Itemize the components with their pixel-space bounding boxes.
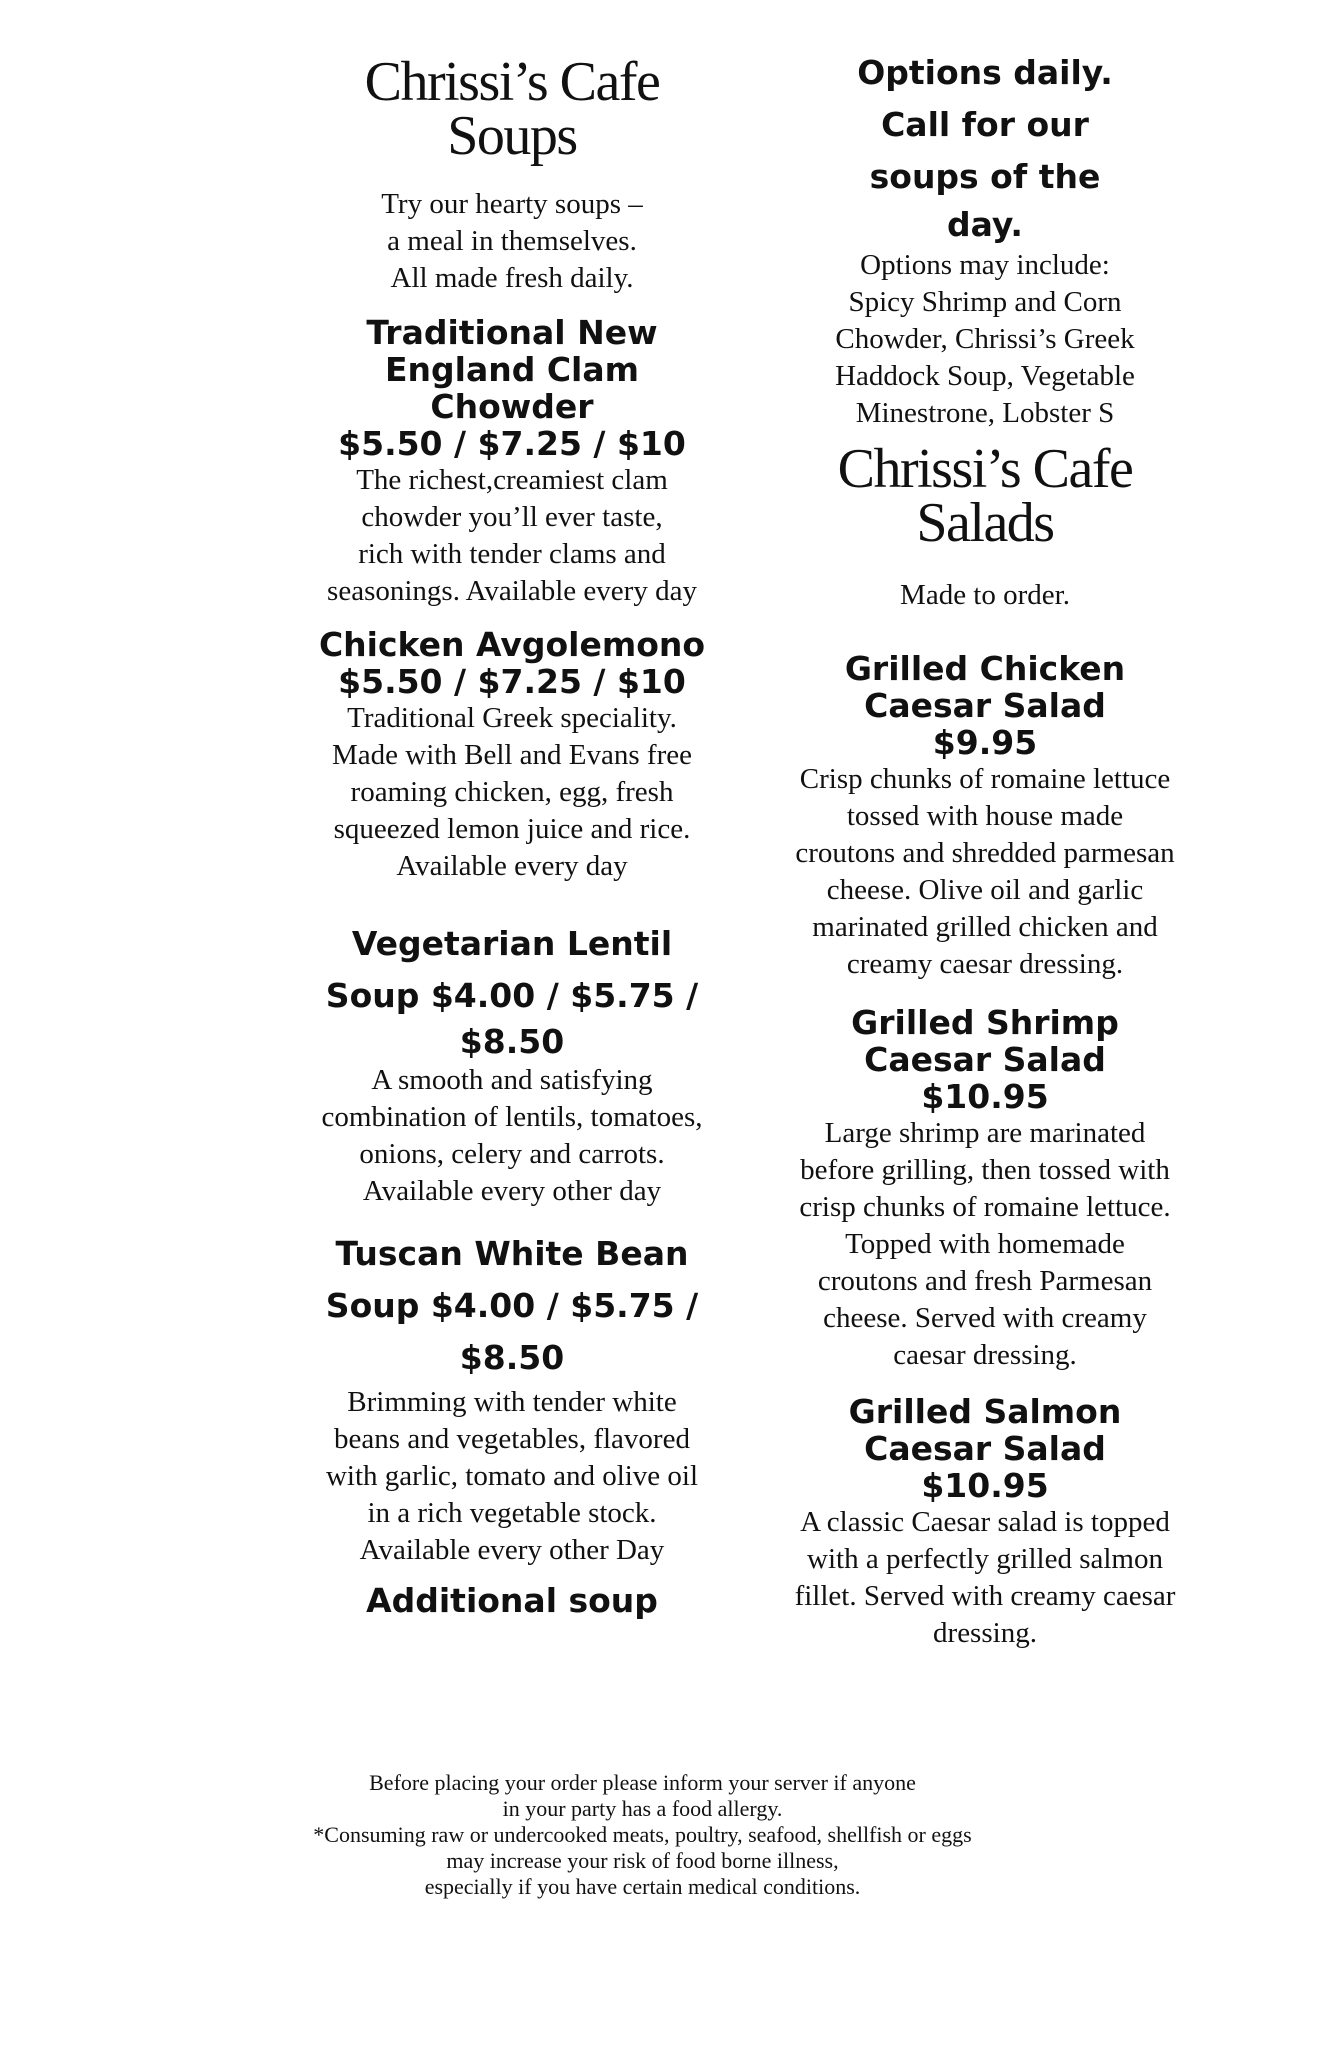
item-description: cheese. Served with creamy <box>823 1302 1147 1334</box>
item-description: The richest,creamiest clam <box>356 464 668 496</box>
allergy-notice-line: Before placing your order please inform your server if anyone <box>369 1770 916 1795</box>
item-name: Caesar Salad <box>864 1040 1106 1079</box>
additional-soup-heading <box>290 1582 734 1619</box>
salads-intro <box>760 577 1210 614</box>
item-description: A classic Caesar salad is topped <box>800 1506 1170 1538</box>
menu-item-shrimp-caesar <box>760 1004 1210 1374</box>
item-price: $10.95 <box>921 1466 1049 1505</box>
item-name: Vegetarian Lentil <box>351 924 673 963</box>
item-description: before grilling, then tossed with <box>800 1154 1170 1186</box>
item-name: Grilled Salmon <box>848 1392 1122 1431</box>
item-description: creamy caesar dressing. <box>846 948 1124 980</box>
item-name: Chowder <box>430 387 594 426</box>
item-name: Caesar Salad <box>864 1429 1106 1468</box>
soups-title-line2: Soups <box>447 105 577 167</box>
soups-title <box>290 51 734 167</box>
options-description: Options may include: <box>860 249 1110 281</box>
item-name: $8.50 <box>459 1022 565 1061</box>
options-heading: Call for our <box>881 105 1089 144</box>
options-heading: day. <box>947 205 1023 244</box>
item-description: caesar dressing. <box>893 1339 1077 1371</box>
salads-title-line2: Salads <box>916 492 1054 554</box>
item-description: with garlic, tomato and olive oil <box>325 1460 699 1492</box>
item-name: Chicken Avgolemono <box>318 625 706 664</box>
menu-item-avgolemono <box>290 626 734 885</box>
salads-title-line1: Chrissi’s Cafe <box>837 438 1133 500</box>
item-description: in a rich vegetable stock. <box>367 1497 657 1529</box>
item-name: Soup $4.00 / $5.75 / <box>325 1286 699 1325</box>
soups-intro-line: All made fresh daily. <box>390 262 634 294</box>
item-description: rich with tender clams and <box>358 538 666 570</box>
item-name: $8.50 <box>459 1338 565 1377</box>
item-description: fillet. Served with creamy caesar <box>794 1580 1176 1612</box>
allergy-notice-line: in your party has a food allergy. <box>502 1796 783 1821</box>
item-name: Traditional New <box>366 313 658 352</box>
menu-item-lentil-soup <box>290 918 734 1210</box>
options-description: Spicy Shrimp and Corn <box>848 286 1122 318</box>
item-price: $5.50 / $7.25 / $10 <box>338 662 686 701</box>
item-description: Crisp chunks of romaine lettuce <box>799 763 1171 795</box>
item-description: Available every other Day <box>359 1534 665 1566</box>
menu-item-white-bean-soup <box>290 1228 734 1569</box>
soups-intro-line: a meal in themselves. <box>387 225 637 257</box>
item-description: dressing. <box>933 1617 1037 1649</box>
menu-item-clam-chowder <box>290 314 734 610</box>
item-description: combination of lentils, tomatoes, <box>321 1101 703 1133</box>
item-name: Caesar Salad <box>864 686 1106 725</box>
item-description: cheese. Olive oil and garlic <box>826 874 1144 906</box>
allergy-notice-line: may increase your risk of food borne illness, <box>446 1848 839 1873</box>
allergy-notice-line: especially if you have certain medical conditions. <box>424 1874 861 1899</box>
item-description: with a perfectly grilled salmon <box>807 1543 1163 1575</box>
item-description: roaming chicken, egg, fresh <box>350 776 674 808</box>
allergy-notice-line: *Consuming raw or undercooked meats, poultry, seafood, shellfish or eggs <box>313 1822 972 1847</box>
soups-title-line1: Chrissi’s Cafe <box>364 51 660 113</box>
item-price: $5.50 / $7.25 / $10 <box>338 424 686 463</box>
item-name: Additional soup <box>366 1581 658 1620</box>
item-name: Soup $4.00 / $5.75 / <box>325 976 699 1015</box>
item-description: tossed with house made <box>846 800 1124 832</box>
item-description: squeezed lemon juice and rice. <box>333 813 691 845</box>
item-description: croutons and fresh Parmesan <box>817 1265 1153 1297</box>
item-description: Traditional Greek speciality. <box>347 702 677 734</box>
item-description: beans and vegetables, flavored <box>334 1423 690 1455</box>
item-description: Brimming with tender white <box>347 1386 677 1418</box>
item-description: seasonings. Available every day <box>327 575 697 607</box>
options-description: Chowder, Chrissi’s Greek <box>835 323 1135 355</box>
item-description: Available every other day <box>362 1175 662 1207</box>
soups-intro <box>290 186 734 297</box>
allergy-notice <box>240 1770 1045 1900</box>
item-name: England Clam <box>384 350 640 389</box>
soups-intro-line: Try our hearty soups – <box>381 188 643 220</box>
options-heading: soups of the <box>869 157 1101 196</box>
options-description: Minestrone, Lobster S <box>855 397 1115 429</box>
item-description: Topped with homemade <box>845 1228 1125 1260</box>
soup-options <box>760 47 1210 432</box>
menu-item-chicken-caesar <box>760 650 1210 983</box>
item-description: A smooth and satisfying <box>371 1064 653 1096</box>
item-name: Grilled Shrimp <box>851 1003 1119 1042</box>
menu-item-salmon-caesar <box>760 1393 1210 1652</box>
item-description: marinated grilled chicken and <box>812 911 1158 943</box>
item-description: onions, celery and carrots. <box>359 1138 665 1170</box>
item-description: crisp chunks of romaine lettuce. <box>799 1191 1171 1223</box>
item-name: Tuscan White Bean <box>335 1234 689 1273</box>
item-description: croutons and shredded parmesan <box>795 837 1175 869</box>
item-name: Grilled Chicken <box>844 649 1126 688</box>
item-description: Made with Bell and Evans free <box>332 739 692 771</box>
item-description: Available every day <box>396 850 628 882</box>
item-description: chowder you’ll ever taste, <box>361 501 663 533</box>
item-description: Large shrimp are marinated <box>824 1117 1146 1149</box>
options-description: Haddock Soup, Vegetable <box>835 360 1135 392</box>
salads-intro-line: Made to order. <box>900 579 1070 611</box>
item-price: $9.95 <box>932 723 1038 762</box>
salads-title <box>760 438 1210 554</box>
item-price: $10.95 <box>921 1077 1049 1116</box>
options-heading: Options daily. <box>857 53 1113 92</box>
